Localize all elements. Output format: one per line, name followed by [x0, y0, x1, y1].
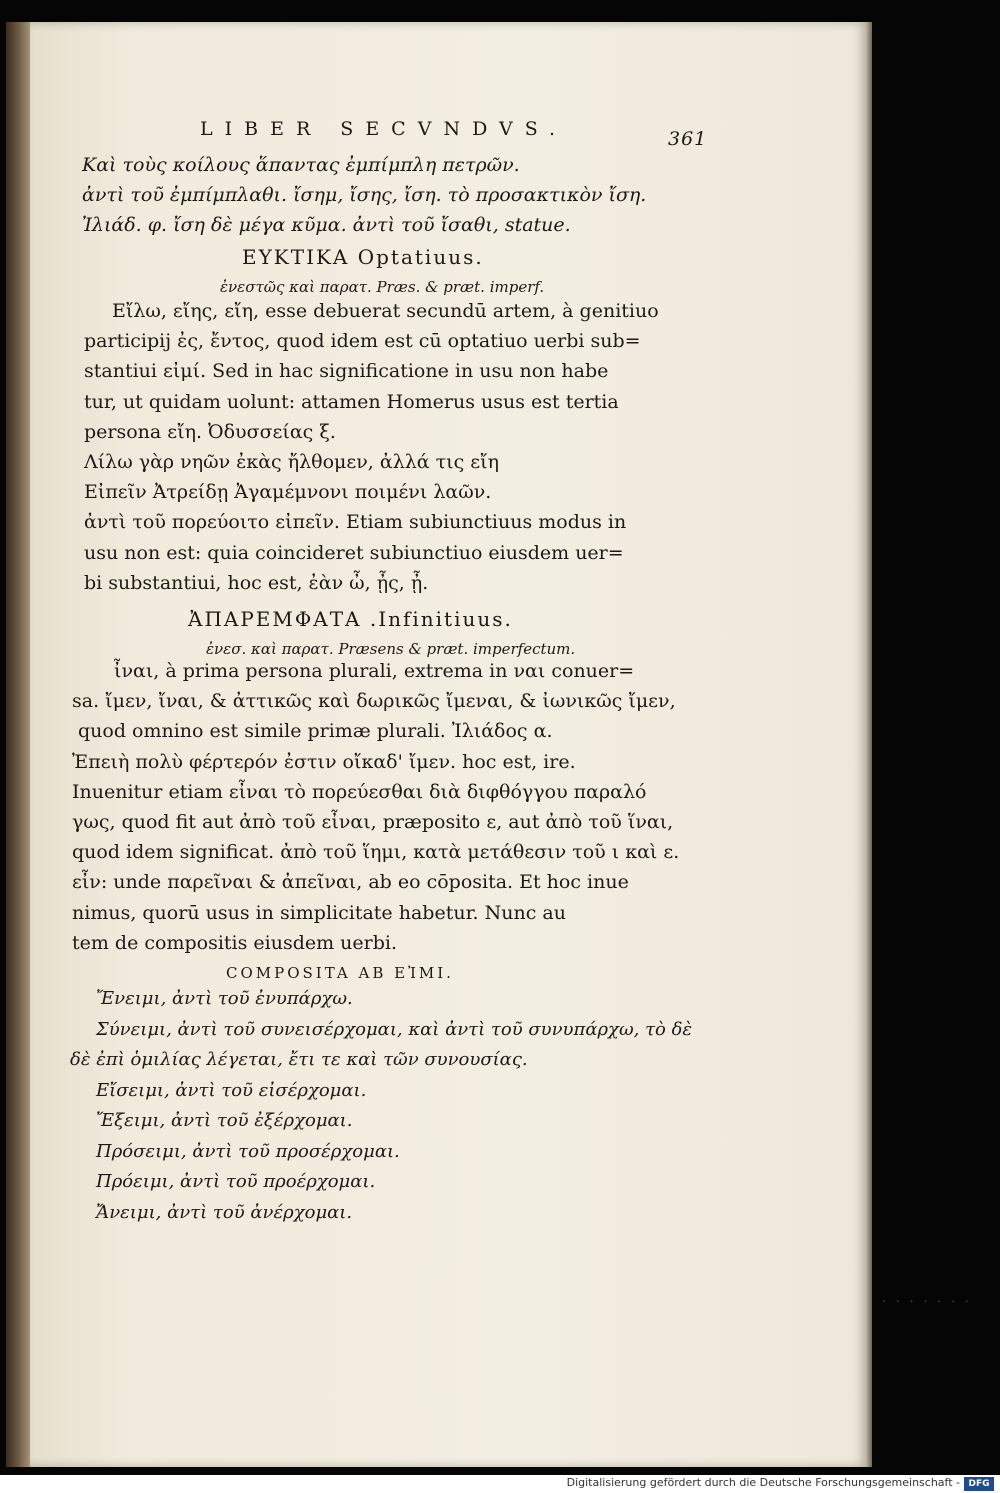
folio-number: 361	[668, 128, 708, 150]
optative-line: stantiui εἰμί. Sed in hac significatione in usu non habe	[84, 360, 609, 383]
greek-line: ἀντὶ τοῦ ἐμπίμπλαθι. ἴσημ, ἴσης, ἴση. τὸ προσακτικὸν ἴση.	[82, 184, 647, 206]
optative-line: Εἰπεῖν Ἀτρείδῃ Ἀγαμέμνονι ποιμένι λαῶν.	[84, 481, 492, 504]
composita-line: δὲ ἐπὶ ὁμιλίας λέγεται, ἔτι τε καὶ τῶν συνουσίας.	[70, 1049, 528, 1070]
optative-line: persona εἴη. Ὀδυσσείας ξ.	[84, 420, 336, 443]
infinitive-line: tem de compositis eiusdem uerbi.	[72, 931, 398, 954]
optative-line: Λίλω γὰρ νηῶν ἐκὰς ἤλθομεν, ἀλλά τις εἴη	[84, 451, 499, 473]
infinitive-line: Ἐπειὴ πολὺ φέρτερόν ἐστιν οἴκαδ' ἴμεν. hoc est, ire.	[72, 750, 576, 773]
infinitive-line: nimus, quorū usus in simplicitate habetur. Nunc au	[72, 901, 566, 924]
optative-line: participij ἐς, ἔντος, quod idem est cū optatiuo uerbi sub=	[84, 330, 641, 353]
dfg-logo: DFG	[964, 1477, 994, 1491]
composita-line: Ἔξειμι, ἀντὶ τοῦ ἐξέρχομαι.	[96, 1110, 353, 1131]
optative-line: ἀντὶ τοῦ πορεύοιτο εἰπεῖν. Etiam subiunctiuus modus in	[84, 511, 627, 534]
infinitive-line: quod omnino est simile primæ plurali. Ἰλιάδος α.	[78, 720, 553, 743]
composita-line: Ἄνειμι, ἀντὶ τοῦ ἀνέρχομαι.	[96, 1201, 353, 1223]
infinitive-line: Inuenitur etiam εἶναι τὸ πορεύεσθαι διὰ διφθόγγου παραλό	[72, 780, 647, 803]
running-head: LIBER SECVNDVS.	[200, 118, 568, 140]
composita-line: Πρόσειμι, ἀντὶ τοῦ προσέρχομαι.	[96, 1140, 400, 1162]
footer-bar	[0, 1475, 1000, 1493]
optative-line: bi substantiui, hoc est, ἐὰν ὦ, ᾖς, ᾖ.	[84, 571, 429, 594]
optative-line: tur, ut quidam uolunt: attamen Homerus usus est tertia	[84, 390, 619, 413]
scan-dots: .......	[882, 1291, 979, 1305]
infinitive-line: quod idem significat. ἀπὸ τοῦ ἵημι, κατὰ μετάθεσιν τοῦ ι καὶ ε.	[72, 841, 680, 864]
optative-line: usu non est: quia coincideret subiunctiuo eiusdem uer=	[84, 541, 624, 564]
composita-line: Εἴσειμι, ἀντὶ τοῦ εἰσέρχομαι.	[96, 1079, 367, 1101]
heading-optative: ΕΥΚΤΙΚΑ Optatiuus.	[242, 245, 484, 269]
heading-infinitive: ἈΠΑΡΕΜΦΑΤΑ .Infinitiuus.	[188, 607, 513, 631]
footer-text: Digitalisierung gefördert durch die Deutsche Forschungsgemeinschaft -	[566, 1476, 960, 1489]
heading-composita: COMPOSITA AB ΕἸΜΙ.	[226, 964, 454, 982]
greek-line: Ἰλιάδ. φ. ἴση δὲ μέγα κῦμα. ἀντὶ τοῦ ἴσαθι, statue.	[82, 214, 571, 236]
composita-line: Πρόειμι, ἀντὶ τοῦ προέρχομαι.	[96, 1171, 376, 1192]
infinitive-line: γως, quod fit aut ἀπὸ τοῦ εἶναι, præposito ε, aut ἀπὸ τοῦ ἵναι,	[72, 811, 674, 833]
page-right-edge	[866, 22, 872, 1467]
subheading-infinitive: ἐνεσ. καὶ παρατ. Præsens & præt. imperfectum.	[206, 640, 576, 658]
optative-line: Εἴλω, εἴης, εἴη, esse debuerat secundū artem, à genitiuo	[112, 300, 659, 322]
infinitive-line: εἶν: unde παρεῖναι & ἀπεῖναι, ab eo cōposita. Et hoc inue	[72, 871, 629, 894]
infinitive-line: sa. ἴμεν, ἴναι, & ἀττικῶς καὶ δωρικῶς ἴμεναι, & ἰωνικῶς ἴμεν,	[72, 690, 676, 713]
composita-line: Ἔνειμι, ἀντὶ τοῦ ἐνυπάρχω.	[96, 988, 353, 1009]
subheading-optative: ἐνεστῶς καὶ παρατ. Præs. & præt. imperf.	[220, 278, 545, 296]
greek-line: Καὶ τοὺς κοίλους ἅπαντας ἐμπίμπλη πετρῶν.	[82, 154, 520, 176]
composita-line: Σύνειμι, ἀντὶ τοῦ συνεισέρχομαι, καὶ ἀντὶ τοῦ συνυπάρχω, τὸ δὲ	[96, 1018, 693, 1040]
infinitive-line: ἶναι, à prima persona plurali, extrema in ναι conuer=	[114, 660, 635, 682]
